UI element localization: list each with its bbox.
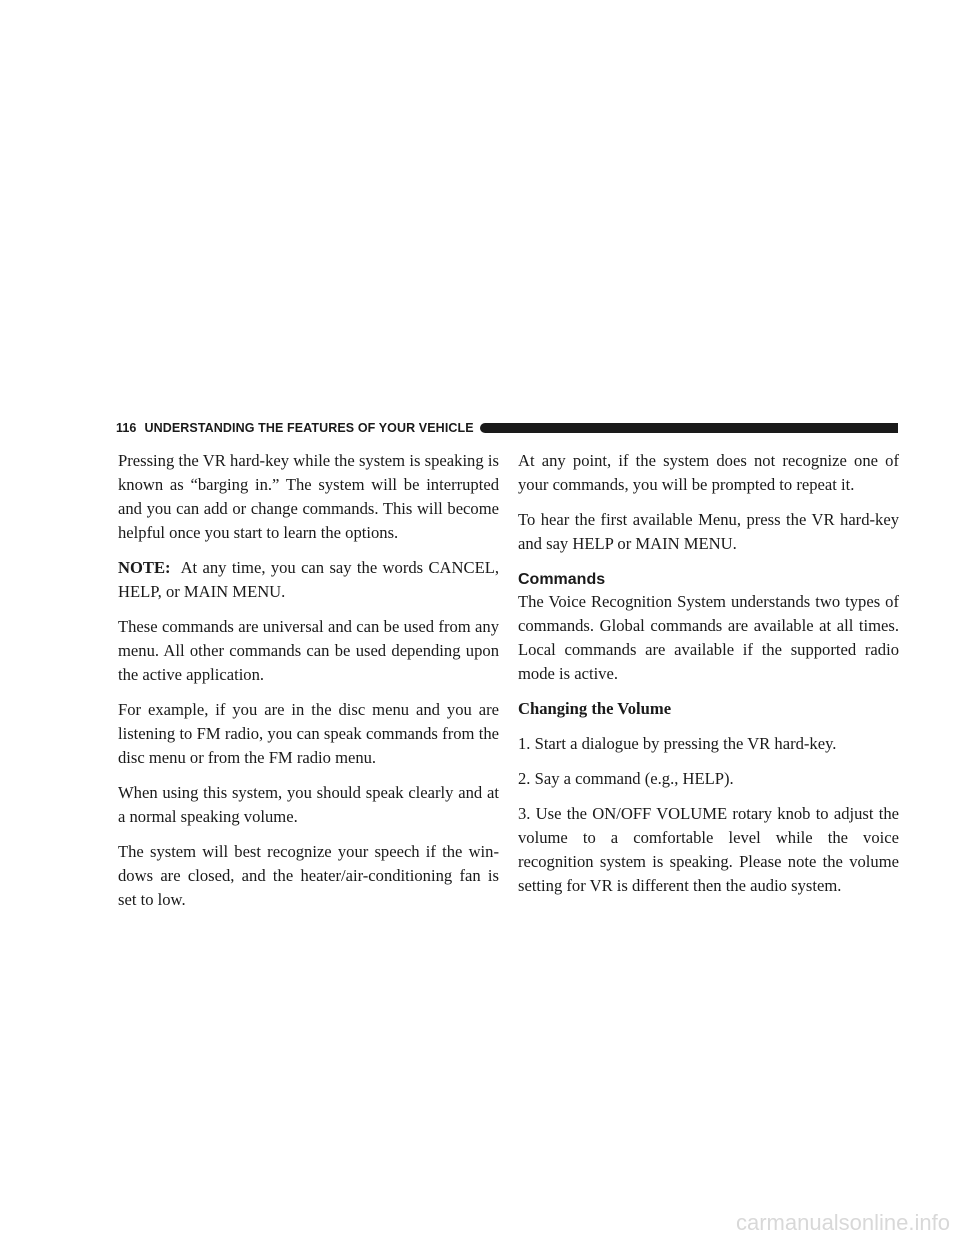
watermark-text: carmanualsonline.info [735,1210,950,1235]
paragraph-speak-clearly: When using this system, you should speak clearly and at a normal speaking volume. [118,783,499,826]
step-2: 2. Say a command (e.g., HELP). [518,769,734,788]
paragraph-barging-in: Pressing the VR hard-key while the system is speaking is known as “barging in.” The system will be interrupted and you can add or change commands. This will become helpful once you start to learn the options. [118,451,499,542]
commands-heading: Commands [518,571,606,588]
paragraph-command-types: The Voice Recognition System understands two types of commands. Global commands are available at all times. Local commands are available if the supported radio mode is active. [518,592,899,683]
note-label: NOTE: [118,558,171,577]
right-column [518,449,899,909]
step-1: 1. Start a dialogue by pressing the VR hard-key. [518,734,837,753]
paragraph-repeat: At any point, if the system does not recognize one of your commands, you will be prompted to repeat it. [518,451,899,494]
page-number: 116 [116,421,137,435]
page-header [116,420,898,436]
left-column [118,449,499,923]
paragraph-example: For example, if you are in the disc menu and you are listening to FM radio, you can speak commands from the disc menu or from the FM radio menu. [118,700,499,767]
changing-volume-heading: Changing the Volume [518,699,672,718]
header-text [116,421,474,435]
note-paragraph [118,556,499,604]
step-3: 3. Use the ON/OFF VOLUME rotary knob to adjust the volume to a comfortable level while the voice recognition system is speaking. Please note the volume setting for VR is different then the audio system. [518,804,899,895]
paragraph-universal-commands: These commands are universal and can be used from any menu. All other commands can be used depending upon the active application. [118,617,499,684]
header-rule [480,423,898,433]
section-heading: UNDERSTANDING THE FEATURES OF YOUR VEHICLE [144,421,474,435]
note-text: At any time, you can say the words CANCEL, HELP, or MAIN MENU. [118,558,499,601]
paragraph-best-recognition: The system will best recognize your speech if the win-dows are closed, and the heater/air-conditioning fan is set to low. [118,842,499,909]
paragraph-first-menu: To hear the first available Menu, press the VR hard-key and say HELP or MAIN MENU. [518,510,899,553]
